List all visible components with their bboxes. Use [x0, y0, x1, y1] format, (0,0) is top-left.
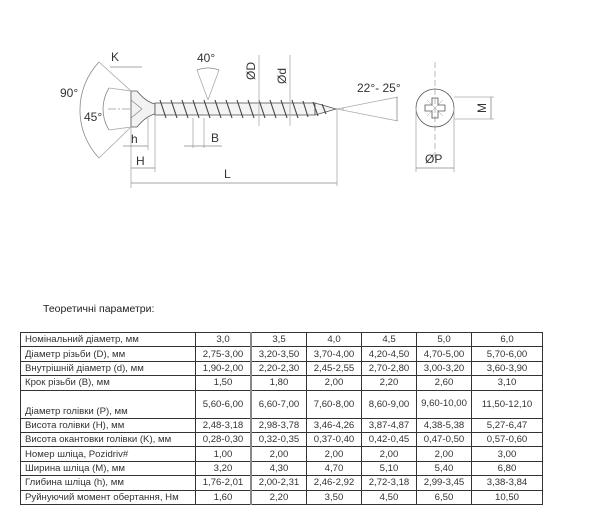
row-label: Ширина шліца (M), мм: [21, 461, 196, 475]
cell: 2,98-3,78: [251, 418, 307, 432]
cell: 0,37-0,40: [307, 432, 362, 446]
cell: 2,00: [362, 447, 417, 461]
cell: 2,00: [417, 447, 472, 461]
cell: 2,00-2,31: [251, 476, 307, 490]
cell: 3,00-3,20: [417, 361, 472, 375]
cell: 2,00: [251, 447, 307, 461]
row-label: Висота голівки (H), мм: [21, 418, 196, 432]
cell: 5,40: [417, 461, 472, 475]
cell: 9,60-10,00: [417, 390, 472, 418]
cell: 2,72-3,18: [362, 476, 417, 490]
table-row: [21, 461, 543, 475]
table-row: [21, 376, 543, 390]
label-inner-diameter: Ød: [275, 67, 289, 84]
cell: 5,0: [417, 333, 472, 347]
row-label: Глибина шліца (h), мм: [21, 476, 196, 490]
row-label: Номінальний діаметр, мм: [21, 333, 196, 347]
cell: 1,50: [196, 376, 252, 390]
cell: 2,70-2,80: [362, 361, 417, 375]
cell: 1,80: [251, 376, 307, 390]
cell: 8,60-9,00: [362, 390, 417, 418]
cell: 5,70-6,00: [472, 347, 543, 361]
screw-technical-drawing: [0, 0, 600, 200]
label-outer-diameter: ØD: [244, 62, 258, 80]
cell: 6,50: [417, 490, 472, 504]
cell: 2,20-2,30: [251, 361, 307, 375]
cell: 4,70-5,00: [417, 347, 472, 361]
cell: 3,70-4,00: [307, 347, 362, 361]
cell: 3,87-4,87: [362, 418, 417, 432]
cell: 0,42-0,45: [362, 432, 417, 446]
label-h: h: [131, 132, 138, 146]
cell: 3,20: [196, 461, 252, 475]
row-label: Внутрішній діаметр (d), мм: [21, 361, 196, 375]
cell: 2,60: [417, 376, 472, 390]
cell: 2,20: [251, 490, 307, 504]
cell: 3,5: [251, 333, 307, 347]
cell: 6,80: [472, 461, 543, 475]
cell: 1,60: [196, 490, 252, 504]
cell: 5,27-6,47: [472, 418, 543, 432]
cell: 10,50: [472, 490, 543, 504]
row-label: Руйнуючий момент обертання, Нм: [21, 490, 196, 504]
label-k: K: [111, 50, 120, 64]
cell: 4,30: [251, 461, 307, 475]
table-caption: Теоретичні параметри:: [43, 303, 155, 315]
label-thread-angle: 40°: [197, 51, 216, 65]
cell: 4,20-4,50: [362, 347, 417, 361]
cell: 2,00: [307, 447, 362, 461]
cell: 0,57-0,60: [472, 432, 543, 446]
table-row: [21, 447, 543, 461]
cell: 0,28-0,30: [196, 432, 252, 446]
screw-head: [131, 91, 155, 127]
parameters-table: [20, 332, 543, 505]
cell: 4,38-5,38: [417, 418, 472, 432]
cell: 3,50: [307, 490, 362, 504]
cell: 1,90-2,00: [196, 361, 252, 375]
table-row: [21, 361, 543, 375]
cell: 4,50: [362, 490, 417, 504]
label-angle-90: 90°: [60, 86, 79, 100]
label-M: M: [475, 103, 489, 113]
cell: 5,60-6,00: [196, 390, 252, 418]
row-label: Номер шліца, Pozidriv#: [21, 447, 196, 461]
table-row: [21, 432, 543, 446]
row-label: Діаметр різьби (D), мм: [21, 347, 196, 361]
table-row: [21, 333, 543, 347]
cell: 2,20: [362, 376, 417, 390]
cell: 3,46-4,26: [307, 418, 362, 432]
label-H: H: [136, 154, 145, 168]
cell: 3,10: [472, 376, 543, 390]
table-row: [21, 347, 543, 361]
row-label: Крок різьби (B), мм: [21, 376, 196, 390]
cell: 4,5: [362, 333, 417, 347]
cell: 2,45-2,55: [307, 361, 362, 375]
cell: 3,38-3,84: [472, 476, 543, 490]
cell: 1,76-2,01: [196, 476, 252, 490]
cell: 2,99-3,45: [417, 476, 472, 490]
cell: 2,48-3,18: [196, 418, 252, 432]
cell: 2,00: [307, 376, 362, 390]
cell: 4,70: [307, 461, 362, 475]
cell: 3,20-3,50: [251, 347, 307, 361]
screw-shank: [155, 103, 315, 115]
cell: 2,75-3,00: [196, 347, 252, 361]
cell: 3,0: [196, 333, 252, 347]
table-row: [21, 390, 543, 418]
cell: 1,00: [196, 447, 252, 461]
cell: 5,10: [362, 461, 417, 475]
cell: 6,0: [472, 333, 543, 347]
label-B: B: [211, 131, 220, 145]
cell: 7,60-8,00: [307, 390, 362, 418]
cell: 2,46-2,92: [307, 476, 362, 490]
cell: 0,47-0,50: [417, 432, 472, 446]
cell: 4,0: [307, 333, 362, 347]
label-head-diameter: ØP: [425, 152, 443, 166]
cell: 11,50-12,10: [472, 390, 543, 418]
cell: 6,60-7,00: [251, 390, 307, 418]
label-L: L: [224, 167, 231, 181]
cell: 0,32-0,35: [251, 432, 307, 446]
label-tip-angle: 22°- 25°: [357, 81, 401, 95]
row-label: Висота окантовки голівки (K), мм: [21, 432, 196, 446]
cell: 3,00: [472, 447, 543, 461]
table-row: [21, 490, 543, 504]
table-row: [21, 476, 543, 490]
table-row: [21, 418, 543, 432]
row-label: Діаметр голівки (P), мм: [21, 390, 196, 418]
label-angle-45: 45°: [84, 110, 103, 124]
cell: 3,60-3,90: [472, 361, 543, 375]
